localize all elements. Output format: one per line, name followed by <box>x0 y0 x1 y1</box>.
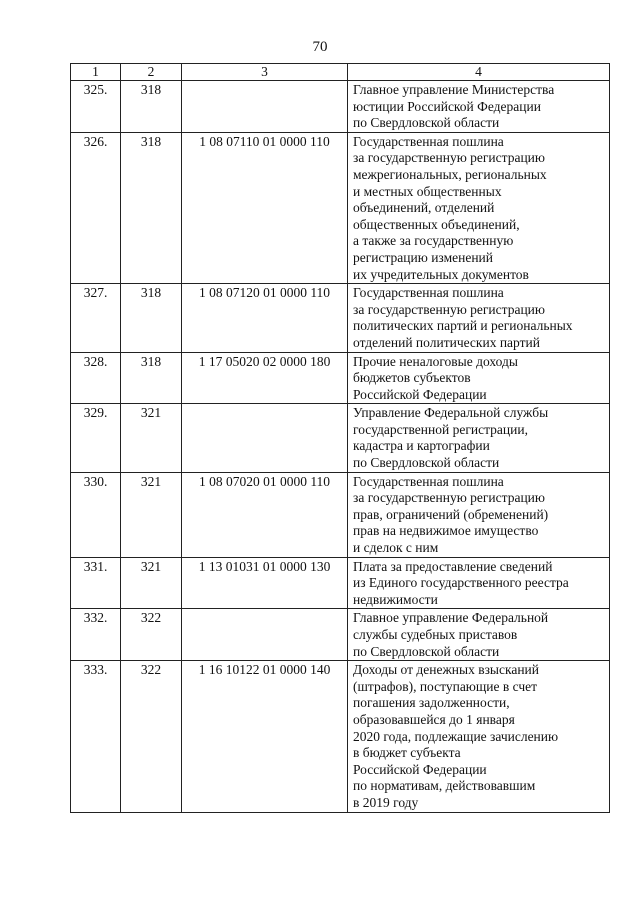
revenue-codes-table <box>70 63 610 813</box>
row-number: 328. <box>71 352 121 404</box>
table-row <box>71 352 610 404</box>
description: Государственная пошлина за государственную регистрацию межрегиональных, региональных и местных общественных объединений, отделений общественных объединений, а также за государственную регистрацию изменений их учредительных документов <box>348 132 610 283</box>
description: Главное управление Федеральной службы судебных приставов по Свердловской области <box>348 609 610 661</box>
admin-code: 322 <box>121 609 182 661</box>
row-number: 333. <box>71 661 121 812</box>
admin-code: 318 <box>121 81 182 133</box>
row-number: 326. <box>71 132 121 283</box>
description: Главное управление Министерства юстиции Российской Федерации по Свердловской области <box>348 81 610 133</box>
budget-classification-code <box>182 609 348 661</box>
budget-classification-code: 1 13 01031 01 0000 130 <box>182 557 348 609</box>
description: Доходы от денежных взысканий (штрафов), поступающие в счет погашения задолженности, образовавшейся до 1 января 2020 года, подлежащие зачислению в бюджет субъекта Российской Федерации по нормативам, действовавшим в 2019 году <box>348 661 610 812</box>
table-row <box>71 284 610 352</box>
table-row <box>71 472 610 557</box>
row-number: 327. <box>71 284 121 352</box>
table-row <box>71 609 610 661</box>
column-header-1: 1 <box>71 64 121 81</box>
row-number: 330. <box>71 472 121 557</box>
description: Управление Федеральной службы государственной регистрации, кадастра и картографии по Свердловской области <box>348 404 610 472</box>
table-row <box>71 81 610 133</box>
description: Плата за предоставление сведений из Единого государственного реестра недвижимости <box>348 557 610 609</box>
admin-code: 318 <box>121 352 182 404</box>
table-header-row <box>71 64 610 81</box>
admin-code: 321 <box>121 472 182 557</box>
column-header-3: 3 <box>182 64 348 81</box>
table-row <box>71 404 610 472</box>
admin-code: 321 <box>121 557 182 609</box>
budget-classification-code: 1 08 07020 01 0000 110 <box>182 472 348 557</box>
description: Прочие неналоговые доходы бюджетов субъектов Российской Федерации <box>348 352 610 404</box>
column-header-2: 2 <box>121 64 182 81</box>
table-row <box>71 557 610 609</box>
row-number: 331. <box>71 557 121 609</box>
admin-code: 321 <box>121 404 182 472</box>
table-row <box>71 132 610 283</box>
budget-classification-code <box>182 404 348 472</box>
row-number: 332. <box>71 609 121 661</box>
description: Государственная пошлина за государственную регистрацию прав, ограничений (обременений) прав на недвижимое имущество и сделок с ним <box>348 472 610 557</box>
admin-code: 318 <box>121 284 182 352</box>
row-number: 329. <box>71 404 121 472</box>
admin-code: 322 <box>121 661 182 812</box>
table-row <box>71 661 610 812</box>
row-number: 325. <box>71 81 121 133</box>
budget-classification-code: 1 17 05020 02 0000 180 <box>182 352 348 404</box>
admin-code: 318 <box>121 132 182 283</box>
page-number: 70 <box>312 39 328 55</box>
budget-classification-code: 1 16 10122 01 0000 140 <box>182 661 348 812</box>
budget-classification-code: 1 08 07120 01 0000 110 <box>182 284 348 352</box>
budget-classification-code: 1 08 07110 01 0000 110 <box>182 132 348 283</box>
description: Государственная пошлина за государственную регистрацию политических партий и региональных отделений политических партий <box>348 284 610 352</box>
budget-classification-code <box>182 81 348 133</box>
column-header-4: 4 <box>348 64 610 81</box>
